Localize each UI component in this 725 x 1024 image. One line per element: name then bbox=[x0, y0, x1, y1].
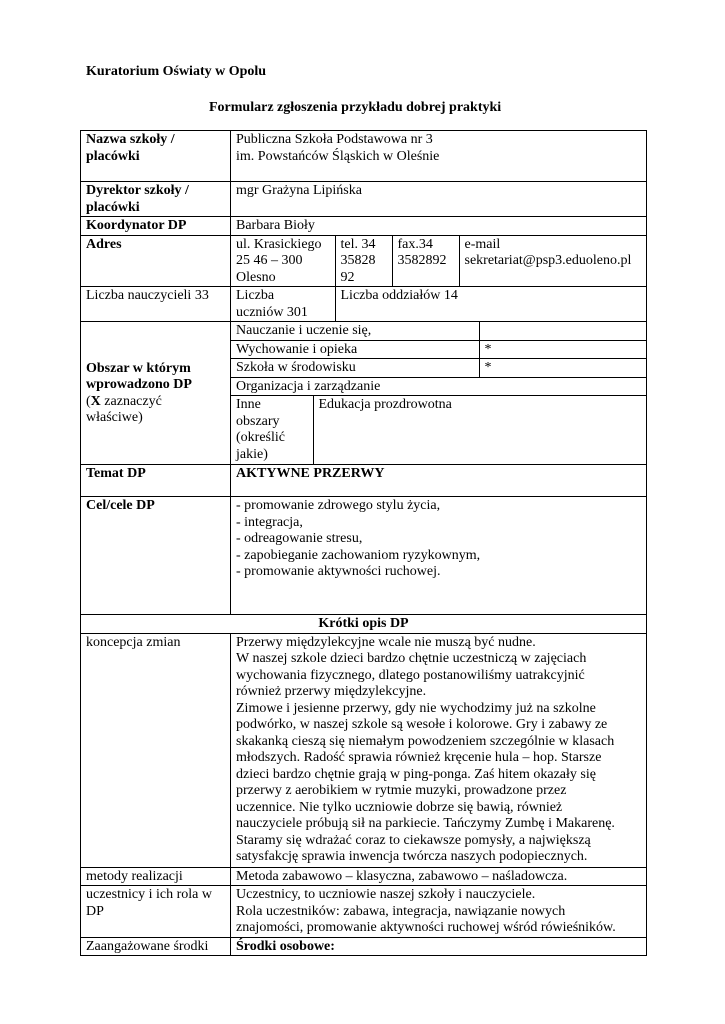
value-director: mgr Grażyna Lipińska bbox=[231, 182, 647, 217]
row-coordinator bbox=[81, 217, 647, 236]
row-topic bbox=[81, 465, 647, 497]
area-other bbox=[231, 396, 646, 464]
label-goals: Cel/cele DP bbox=[81, 497, 231, 615]
label-methods: metody realizacji bbox=[81, 867, 231, 886]
row-resources bbox=[81, 937, 647, 956]
address-subtable bbox=[231, 236, 646, 287]
row-description-heading bbox=[81, 615, 647, 634]
address-phone: tel. 34 35828 92 bbox=[335, 236, 392, 287]
area-option: Wychowanie i opieka * bbox=[231, 340, 646, 359]
area-x-mark: X bbox=[90, 393, 101, 409]
value-resources: Środki osobowe: bbox=[231, 937, 647, 956]
row-methods bbox=[81, 867, 647, 886]
value-methods: Metoda zabawowo – klasyczna, zabawowo – naśladowcza. bbox=[231, 867, 647, 886]
counts-subtable bbox=[231, 287, 646, 321]
teacher-count: Liczba nauczycieli 33 bbox=[81, 287, 231, 322]
area-other-label: Inne obszary (określić jakie) bbox=[236, 397, 285, 462]
goal-item: - odreagowanie stresu, bbox=[236, 531, 363, 546]
form-title: Formularz zgłoszenia przykładu dobrej praktyki bbox=[209, 100, 502, 115]
goal-item: - promowanie aktywności ruchowej. bbox=[236, 564, 441, 579]
description-heading: Krótki opis DP bbox=[81, 615, 647, 634]
label-director: Dyrektor szkoły / placówki bbox=[81, 182, 231, 217]
value-coordinator: Barbara Bioły bbox=[231, 217, 647, 236]
label-participants: uczestnicy i ich rola w DP bbox=[81, 886, 231, 938]
label-area: Obszar w którym wprowadzono DP (X zaznaczyć właściwe) bbox=[81, 322, 231, 465]
student-count: Liczba uczniów 301 bbox=[236, 288, 308, 320]
row-participants bbox=[81, 886, 647, 938]
row-area bbox=[81, 322, 647, 465]
organization-title: Kuratorium Oświaty w Opolu bbox=[86, 64, 267, 79]
label-topic: Temat DP bbox=[81, 465, 231, 497]
concept-text: Przerwy międzylekcyjne wcale nie muszą być nudne. W naszej szkole dzieci bardzo chętnie uczestniczą w zajęciach wychowania fizycznego, dlatego postanowiliśmy uatrakcyjnić również przerwy międzylekcyjne. Zimowe i jesienne przerwy, gdy nie wychodzimy już na szkolne podwórko, w naszej szkole są wesołe i kolorowe. Gry i zabawy ze skakanką cieszą się niemałym powodzeniem szczególnie w klasach młodszych. Radość sprawia również kręcenie hula – hop. Starsze dzieci bardzo chętnie grają w ping-ponga. Zaś hitem okazały się przerwy z aerobikiem w rytmie muzyki, prowadzone przez uczennice. Nie tylko uczniowie dobrze się bawią, również nauczyciele próbują sił na parkiecie. Tańczymy Zumbę i Makarenę. Staramy się wdrażać coraz to ciekawsze pomysły, a największą satysfakcję sprawia inwencja twórcza naszych podopiecznych. bbox=[231, 633, 647, 867]
label-coordinator: Koordynator DP bbox=[81, 217, 231, 236]
label-school-name: Nazwa szkoły / placówki bbox=[81, 131, 231, 182]
value-topic: AKTYWNE PRZERWY bbox=[231, 465, 647, 497]
row-goals bbox=[81, 497, 647, 615]
goal-item: - integracja, bbox=[236, 514, 303, 530]
row-counts bbox=[81, 287, 647, 322]
row-school-name bbox=[81, 131, 647, 182]
area-other-value: Edukacja prozdrowotna bbox=[313, 396, 646, 464]
row-director bbox=[81, 182, 647, 217]
area-options bbox=[231, 322, 646, 396]
row-address bbox=[81, 235, 647, 287]
label-concept: koncepcja zmian bbox=[81, 633, 231, 867]
value-participants: Uczestnicy, to uczniowie naszej szkoły i nauczyciele. Rola uczestników: zabawa, integracja, nawiązanie nowych znajomości, promowanie aktywności ruchowej wśród rówieśników. bbox=[231, 886, 647, 938]
label-resources: Zaangażowane środki bbox=[81, 937, 231, 956]
address-email: e-mail sekretariat@psp3.eduoleno.pl bbox=[459, 236, 646, 287]
area-option: Nauczanie i uczenie się, bbox=[231, 322, 646, 340]
address-street: ul. Krasickiego 25 46 – 300 Olesno bbox=[236, 236, 322, 285]
row-concept bbox=[81, 633, 647, 867]
goals-list bbox=[231, 497, 647, 615]
class-count: Liczba oddziałów 14 bbox=[335, 287, 646, 321]
goal-item: - promowanie zdrowego stylu życia, bbox=[236, 498, 441, 513]
counts-cell bbox=[231, 287, 647, 322]
goal-item: - zapobieganie zachowaniom ryzykownym, bbox=[236, 547, 481, 563]
area-options-cell bbox=[231, 322, 647, 465]
address-cell bbox=[231, 235, 647, 287]
address-fax: fax.34 3582892 bbox=[392, 236, 459, 287]
area-option: Szkoła w środowisku * bbox=[231, 359, 646, 378]
value-school-name: Publiczna Szkoła Podstawowa nr 3 im. Powstańców Śląskich w Oleśnie bbox=[231, 131, 647, 182]
label-address: Adres bbox=[81, 235, 231, 287]
area-option: Organizacja i zarządzanie bbox=[231, 377, 646, 396]
form-table bbox=[80, 130, 647, 956]
